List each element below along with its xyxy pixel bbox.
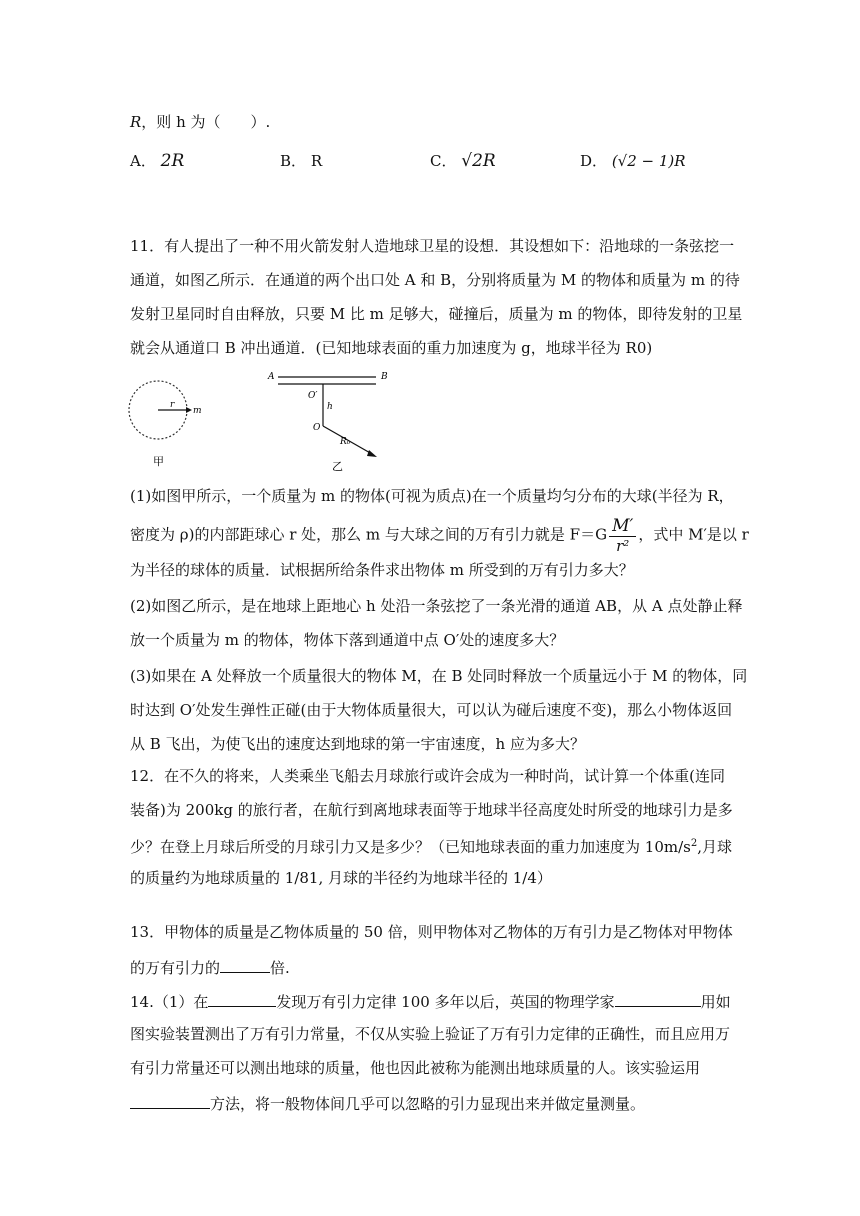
q14-blank-3[interactable] bbox=[130, 1092, 210, 1109]
fraction-denominator: r² bbox=[616, 537, 630, 555]
q14-line-3: 有引力常量还可以测出地球的质量，他也因此被称为能测出地球质量的人。该实验运用 bbox=[130, 1059, 701, 1077]
q13-answer-blank[interactable] bbox=[220, 956, 270, 973]
q14-line-4: 方法，将一般物体间几乎可以忽略的引力显现出来并做定量测量。 bbox=[130, 1092, 645, 1114]
q11-line-2: 通道，如图乙所示．在通道的两个出口处 A 和 B，分别将质量为 M 的物体和质量为 m 的待 bbox=[130, 271, 740, 289]
q10-option-b-value: R bbox=[310, 152, 323, 170]
figure-yi-caption: 乙 bbox=[332, 460, 343, 473]
q14-line-1: 14.（1）在 发现万有引力定律 100 多年以后，英国的物理学家 用如 bbox=[130, 990, 731, 1012]
center-o-label: O bbox=[313, 423, 321, 433]
q12-line-2: 装备)为 200kg 的旅行者，在航行到离地球表面等于地球半径高度处时所受的地球引力是多 bbox=[130, 801, 733, 819]
q10-option-c: C． √2R bbox=[430, 151, 496, 171]
earth-radius-arrowhead bbox=[367, 450, 377, 457]
mass-label: m bbox=[193, 406, 202, 416]
q10-option-c-value: √2R bbox=[461, 151, 496, 171]
q10-stem-text: ，则 h 为（ ）. bbox=[141, 113, 271, 131]
q10-option-a-value: 2R bbox=[160, 151, 185, 171]
q14-blank-1[interactable] bbox=[208, 990, 276, 1007]
radius-label: r bbox=[170, 400, 175, 410]
q11-part1-line-2: 密度为 ρ)的内部距球心 r 处，那么 m 与大球之间的万有引力就是 F＝G $\frac{M'}{\text{r²}}$ ，式中 M′是以 r bbox=[130, 516, 749, 555]
figure-jia bbox=[120, 378, 210, 474]
q11-part3-line-1: (3)如果在 A 处释放一个质量很大的物体 M，在 B 处同时释放一个质量远小于 M 的物体，同 bbox=[130, 667, 748, 685]
gravity-fraction bbox=[609, 516, 636, 555]
earth-radius-label: R₀ bbox=[340, 437, 351, 447]
radius-arrowhead bbox=[186, 407, 192, 413]
q10-r-symbol: R bbox=[130, 113, 142, 131]
fraction-numerator: M′ bbox=[609, 516, 636, 537]
q14-blank-2[interactable] bbox=[615, 990, 701, 1007]
q10-option-b: B． R bbox=[280, 152, 323, 170]
q11-line-3: 发射卫星同时自由释放，只要 M 比 m 足够大，碰撞后，质量为 m 的物体，即待发射的卫星 bbox=[130, 305, 743, 323]
q11-line-1: 11．有人提出了一种不用火箭发射人造地球卫星的设想．其设想如下：沿地球的一条弦挖一 bbox=[130, 237, 735, 255]
q12-line-3: 少？在登上月球后所受的月球引力又是多少？（已知地球表面的重力加速度为 $10m/s^2$,月球 bbox=[130, 838, 732, 856]
point-b-label: B bbox=[381, 372, 388, 382]
q12-line-4: 的质量约为地球质量的 1/81, 月球的半径约为地球半径的 1/4） bbox=[130, 869, 552, 887]
q11-part3-line-2: 时达到 O′处发生弹性正碰(由于大物体质量很大，可以认为碰后速度不变)，那么小物体返回 bbox=[130, 701, 733, 719]
q12-line-1: 12．在不久的将来，人类乘坐飞船去月球旅行或许会成为一种时尚，试计算一个体重(连同 bbox=[130, 767, 725, 785]
figure-yi bbox=[262, 364, 402, 474]
q11-part2-line-1: (2)如图乙所示，是在地球上距地心 h 处沿一条弦挖了一条光滑的通道 AB，从 A 点处静止释 bbox=[130, 597, 743, 615]
q10-option-a: A． 2R bbox=[130, 151, 185, 171]
point-o-prime-label: O′ bbox=[308, 391, 318, 401]
height-label: h bbox=[327, 402, 333, 412]
q14-line-2: 图实验装置测出了万有引力常量，不仅从实验上验证了万有引力定律的正确性，而且应用万 bbox=[130, 1025, 731, 1043]
q11-line-4: 就会从通道口 B 冲出通道．(已知地球表面的重力加速度为 g，地球半径为 R0) bbox=[130, 339, 653, 357]
q10-option-d-value: (√2 − 1)R bbox=[611, 152, 686, 170]
q10-stem-tail bbox=[130, 112, 270, 132]
figure-jia-caption: 甲 bbox=[153, 455, 164, 468]
q13-line-1: 13．甲物体的质量是乙物体质量的 50 倍，则甲物体对乙物体的万有引力是乙物体对甲物体 bbox=[130, 923, 733, 941]
q11-part3-line-3: 从 B 飞出，为使飞出的速度达到地球的第一宇宙速度，h 应为多大？ bbox=[130, 735, 585, 753]
q10-option-d: D． (√2 − 1)R bbox=[580, 152, 686, 170]
unit-exponent: 2 bbox=[690, 838, 698, 849]
q13-line-2: 的万有引力的 倍. bbox=[130, 956, 290, 978]
point-a-label: A bbox=[268, 372, 275, 382]
q11-part2-line-2: 放一个质量为 m 的物体，物体下落到通道中点 O′处的速度多大？ bbox=[130, 631, 565, 649]
q11-part1-line-1: (1)如图甲所示，一个质量为 m 的物体(可视为质点)在一个质量均匀分布的大球(半径为 R， bbox=[130, 487, 734, 505]
q11-part1-line-3: 为半径的球体的质量．试根据所给条件求出物体 m 所受到的万有引力多大？ bbox=[130, 561, 634, 579]
